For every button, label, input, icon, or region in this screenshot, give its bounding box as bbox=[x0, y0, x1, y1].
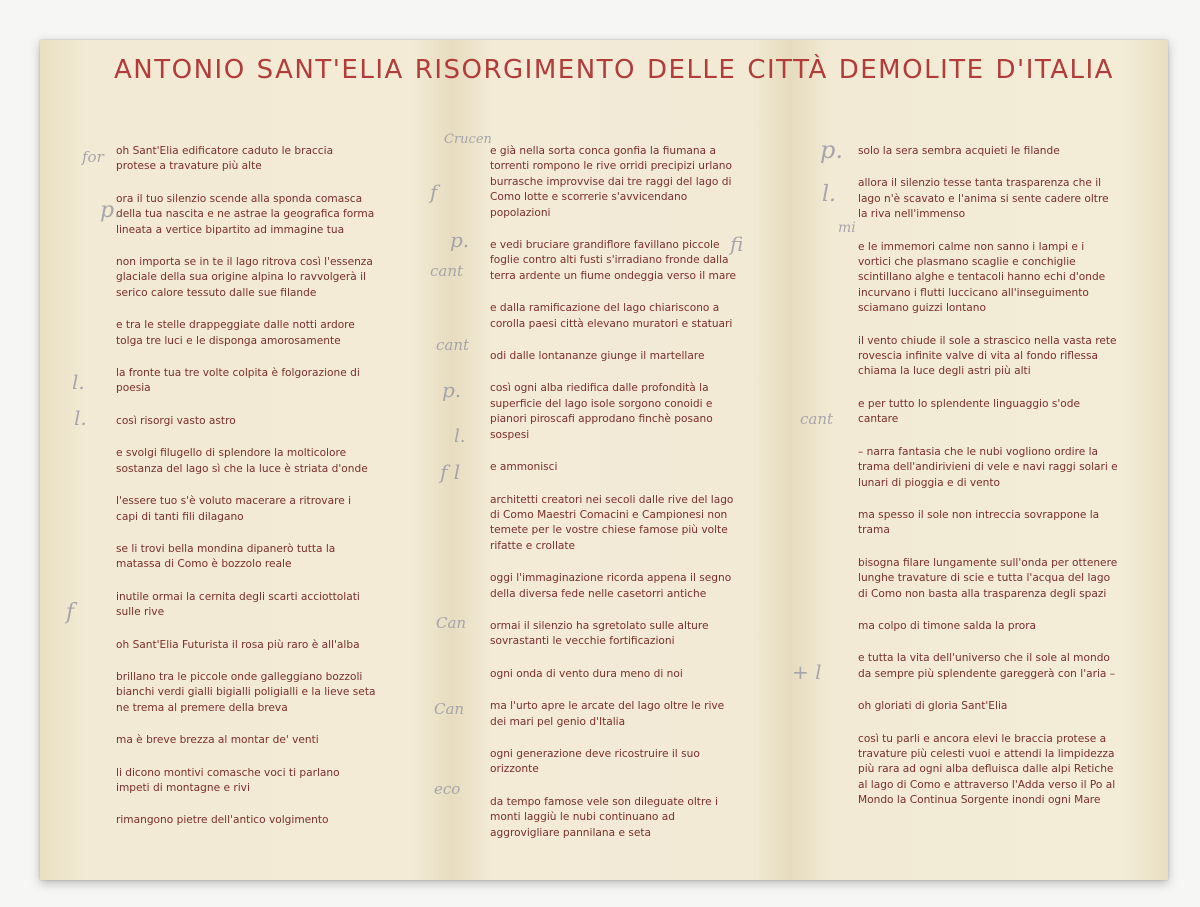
stanza: oh Sant'Elia edificatore caduto le braccia protese a travature più alte bbox=[116, 145, 334, 173]
stanza: rimangono pietre dell'antico volgimento bbox=[116, 814, 329, 827]
title-word: DELLE bbox=[647, 55, 737, 85]
stanza: così risorgi vasto astro bbox=[116, 414, 236, 427]
stanza: e già nella sorta conca gonfia la fiumana a torrenti rompono le rive orridi precipizi urlano burrasche improvvise dai tre raggi del lago di Como lotte e scorrerie s'avvicendano popolazioni bbox=[490, 145, 732, 219]
title-word: CITTÀ bbox=[747, 55, 828, 85]
stanza: e dalla ramificazione del lago chiariscono a corolla paesi città elevano muratori e statuari bbox=[490, 302, 733, 330]
stanza: ogni onda di vento dura meno di noi bbox=[490, 667, 683, 680]
stanza: così tu parli e ancora elevi le braccia protese a travature più celesti vuoi e attendi la limpidezza più rara ad ogni alba defluisca dalle alpi Retiche al lago di Como e attraverso l'Adda verso il Po al Mondo la Continua Sorgente inondi ogni Mare bbox=[858, 732, 1116, 807]
pencil-note: f l bbox=[440, 460, 461, 484]
stanza: e svolgi filugello di splendore la molticolore sostanza del lago sì che la luce è striata d'onde bbox=[116, 447, 368, 475]
pencil-note: f bbox=[66, 600, 75, 625]
stanza: architetti creatori nei secoli dalle rive del lago di Como Maestri Comacini e Campionesi non temete per le vostre chiese famose più volte rifatte e crollate bbox=[490, 493, 734, 552]
pencil-note: p. bbox=[820, 136, 843, 164]
pencil-note: Crucen bbox=[444, 132, 492, 147]
stanza: brillano tra le piccole onde galleggiano bozzoli bianchi verdi gialli bigialli poligialli e la lieve seta ne trema al premere della breva bbox=[116, 670, 376, 714]
pencil-note: for bbox=[82, 148, 104, 166]
stanza: ora il tuo silenzio scende alla sponda comasca della tua nascita e ne astrae la geografica forma lineata a vertice bipartito ad immagine tua bbox=[116, 192, 375, 236]
stanza: la fronte tua tre volte colpita è folgorazione di poesia bbox=[116, 367, 360, 395]
pencil-note: l. bbox=[822, 182, 837, 207]
stanza: ma colpo di timone salda la prora bbox=[858, 619, 1037, 632]
stanza: ma l'urto apre le arcate del lago oltre le rive dei mari pel genio d'Italia bbox=[490, 700, 725, 728]
stanza: ma spesso il sole non intreccia sovrappone la trama bbox=[858, 508, 1100, 537]
pencil-note: fi bbox=[730, 232, 744, 256]
stanza: oggi l'immaginazione ricorda appena il segno della diversa fede nelle casetorri antiche bbox=[490, 572, 732, 600]
pencil-note: p. bbox=[100, 198, 122, 223]
stanza: allora il silenzio tesse tanta trasparenza che il lago n'è scavato e l'anima si sente cadere oltre la riva nell'immenso bbox=[858, 177, 1109, 221]
pencil-note: mi bbox=[838, 220, 856, 236]
title-word: DEMOLITE bbox=[838, 55, 985, 85]
stanza: e le immemori calme non sanno i lampi e i vortici che plasmano scaglie e conchiglie scintillano alghe e tentacoli hanno echi d'onde incurvano i flutti luccicano all'inseguimento sciamano guizzi lontano bbox=[858, 240, 1106, 315]
stanza: e tra le stelle drappeggiate dalle notti ardore tolga tre luci e le disponga amorosamente bbox=[116, 319, 355, 347]
pencil-note: Can bbox=[436, 614, 467, 632]
stanza: odi dalle lontananze giunge il martellare bbox=[490, 350, 705, 363]
poem-column-2 bbox=[490, 144, 740, 858]
poem-column-1 bbox=[116, 144, 376, 846]
stanza: oh gloriati di gloria Sant'Elia bbox=[858, 700, 1008, 713]
pencil-note: l. bbox=[74, 406, 87, 430]
stanza: e ammonisci bbox=[490, 461, 558, 474]
stanza: il vento chiude il sole a strascico nella vasta rete rovescia infinite valve di vita al fondo riflessa chiama la luce degli astri più alti bbox=[858, 334, 1117, 378]
pencil-note: cant bbox=[800, 410, 834, 428]
pencil-note: cant bbox=[430, 262, 464, 280]
stanza: – narra fantasia che le nubi vogliono ordire la trama dell'andirivieni di vele e navi raggi solari e lunari di pioggia e di vento bbox=[858, 445, 1118, 489]
pencil-note: p. bbox=[450, 228, 470, 252]
stanza: oh Sant'Elia Futurista il rosa più raro è all'alba bbox=[116, 638, 360, 651]
title-word: SANT'ELIA bbox=[256, 55, 404, 85]
poem-column-3 bbox=[858, 144, 1120, 826]
stanza: da tempo famose vele son dileguate oltre i monti laggiù le nubi continuano ad aggrovigliare pannilana e seta bbox=[490, 795, 718, 839]
page-title bbox=[114, 50, 1114, 90]
stanza: e tutta la vita dell'universo che il sole al mondo da sempre più splendente gareggerà con l'aria – bbox=[858, 652, 1116, 680]
stanza: l'essere tuo s'è voluto macerare a ritrovare i capi di tanti fili dilagano bbox=[116, 495, 352, 523]
pencil-note: Can bbox=[434, 700, 465, 718]
stanza: e per tutto lo splendente linguaggio s'ode cantare bbox=[858, 397, 1081, 426]
leaflet-sheet bbox=[40, 40, 1168, 880]
stanza: inutile ormai la cernita degli scarti acciottolati sulle rive bbox=[116, 590, 360, 619]
stanza: non importa se in te il lago ritrova così l'essenza glaciale della sua origine alpina lo ravvolgerà il serico calore tessuto dalle sue filande bbox=[116, 256, 373, 299]
stanza: così ogni alba riedifica dalle profondità la superficie del lago isole sorgono conoidi e pianori piroscafi approdano finchè posano sospesi bbox=[490, 382, 713, 441]
title-word: D'ITALIA bbox=[995, 55, 1114, 85]
pencil-note: l. bbox=[72, 370, 85, 394]
stanza: bisogna filare lungamente sull'onda per ottenere lunghe travature di scie e tutta l'acqua del lago di Como non basta alla trasparenza degli spazi bbox=[858, 556, 1118, 600]
pencil-note: f bbox=[430, 180, 438, 204]
stanza: se li trovi bella mondina dipanerò tutta la matassa di Como è bozzolo reale bbox=[116, 542, 336, 571]
title-word: ANTONIO bbox=[114, 55, 246, 85]
pencil-note: + l bbox=[792, 660, 822, 684]
stanza: solo la sera sembra acquieti le filande bbox=[858, 145, 1060, 157]
pencil-note: eco bbox=[434, 780, 461, 798]
pencil-note: p. bbox=[442, 378, 462, 402]
pencil-note: l. bbox=[454, 426, 466, 447]
stanza: e vedi bruciare grandiflore favillano piccole foglie contro alti fusti s'irradiano fronde dalla terra ardente un fiume ondeggia verso il mare bbox=[490, 239, 737, 282]
title-word: RISORGIMENTO bbox=[414, 55, 637, 85]
stanza: li dicono montivi comasche voci ti parlano impeti di montagne e rivi bbox=[116, 766, 340, 794]
pencil-note: cant bbox=[436, 336, 470, 354]
stanza: ormai il silenzio ha sgretolato sulle alture sovrastanti le vecchie fortificazioni bbox=[490, 619, 709, 648]
stanza: ogni generazione deve ricostruire il suo orizzonte bbox=[490, 747, 700, 776]
stanza: ma è breve brezza al montar de' venti bbox=[116, 734, 319, 747]
